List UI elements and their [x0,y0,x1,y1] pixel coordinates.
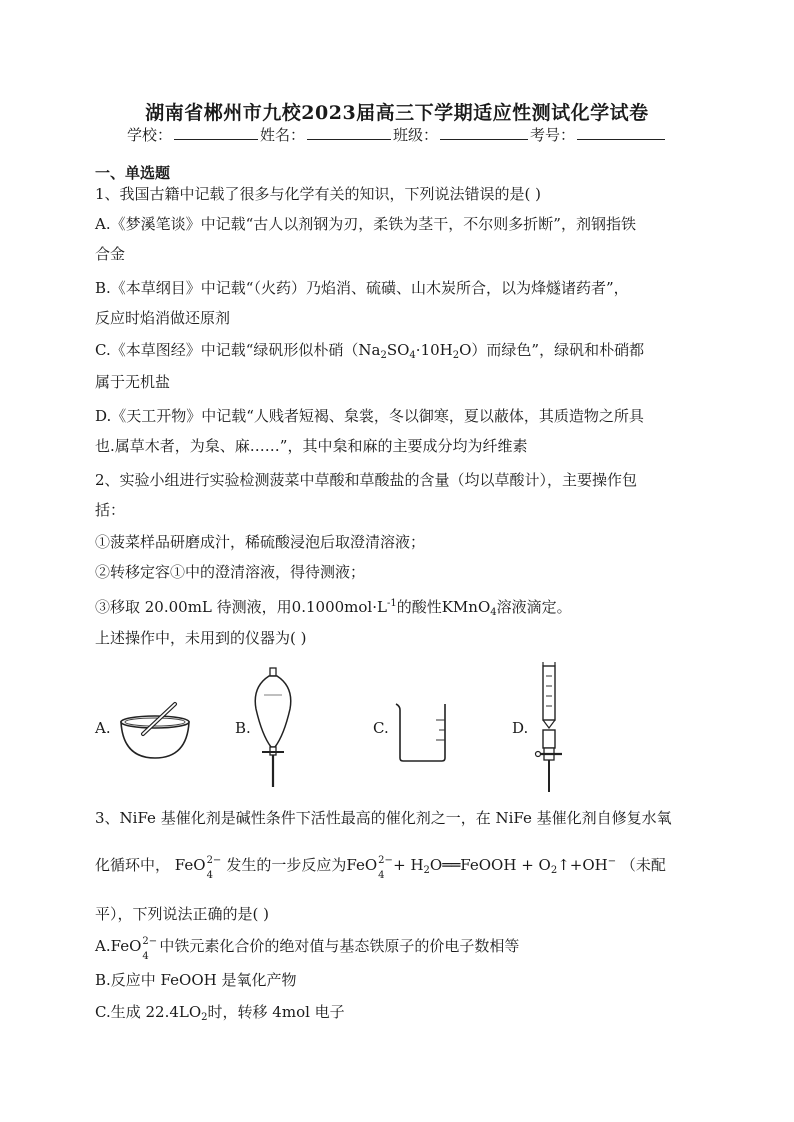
concentration: 0.1000mol·L [291,598,387,616]
formula-kmno4: KMnO [441,598,491,616]
f-sup: − [607,856,617,867]
formula-na2so4 [358,341,471,359]
q3-text: C.生成 22.4L [95,1003,189,1021]
q2-option-a-label[interactable]: A. [95,719,111,737]
q1-option-c-line1 [95,340,644,366]
q1-option-d-line2: 也.属草木者，为枲、麻……”，其中枲和麻的主要成分均为纤维素 [95,437,528,455]
q3-text: 发生的一步反应为 [226,856,347,874]
reaction-equation [346,855,617,881]
q3-stem-line2 [95,852,666,881]
q3-text: 中铁元素化合价的绝对值与基态铁原子的价电子数相等 [159,937,520,955]
f-part: + H [393,856,424,874]
q1-option-b-line1: B.《本草纲目》中记载“（火药）乃焰消、硫磺、山木炭所合，以为烽燧诸药者”， [95,279,629,297]
q1-option-a-line1: A.《梦溪笔谈》中记载“古人以剂钢为刃，柔铁为茎干，不尔则多折断”，剂钢指铁 [95,215,636,233]
f-sub: 4 [206,870,213,881]
q3-stem-line1: 3、NiFe 基催化剂是碱性条件下活性最高的催化剂之一，在 NiFe 基催化剂自修复水氧 [95,809,672,827]
f-sub: 2 [550,865,558,876]
q3-text: A. [95,937,111,955]
f-sub: 4 [142,951,149,962]
f-subsup [141,936,159,962]
f-part: +OH [569,856,608,874]
f-part: FeO [174,856,206,874]
school-blank[interactable] [174,124,258,140]
name-blank[interactable] [307,124,391,140]
burette-icon [530,662,570,796]
q2-step3-text: 的酸性 [396,598,442,616]
q3-option-b: B.反应中 FeOOH 是氧化产物 [95,971,297,989]
f-part: SO [386,341,410,359]
q1-c-text: C.《本草图经》中记载“绿矾形似朴硝（ [95,341,359,359]
f-part: O [459,341,472,359]
f-sup: 2− [206,855,222,866]
q2-step3-text: 溶液滴定。 [496,598,572,616]
q2-option-b-label[interactable]: B. [235,719,251,737]
q2-step1: ①菠菜样品研磨成汁，稀硫酸浸泡后取澄清溶液； [95,533,426,551]
name-label: 姓名： [259,126,305,144]
q1-stem: 1、我国古籍中记载了很多与化学有关的知识，下列说法错误的是( ) [95,185,542,203]
q3-text: 时，转移 4mol 电子 [207,1003,345,1021]
q3-option-a [95,936,520,962]
f-sub: 2 [452,350,460,361]
q2-stem-line1: 2、实验小组进行实验检测菠菜中草酸和草酸盐的含量（均以草酸计），主要操作包 [95,471,638,489]
q3-text: （未配 [620,856,666,874]
up-arrow-icon: ↑ [557,856,570,874]
f-part: FeOOH + O [460,856,551,874]
q1-option-b-line2: 反应时焰消做还原剂 [95,309,231,327]
q2-option-c-label[interactable]: C. [373,719,389,737]
f-part: FeO [110,937,142,955]
q1-c-text: ）而绿色”，绿矾和朴硝都 [471,341,645,359]
formula-feo4 [174,855,222,881]
q2-step3-text: ③移取 20.00mL 待测液，用 [95,598,292,616]
f-subsup [206,855,222,881]
q1-option-c-line2: 属于无机盐 [95,373,171,391]
exam-number-label: 考号： [530,126,576,144]
f-sup: -1 [386,598,397,609]
q1-option-a-line2: 合金 [95,245,126,263]
formula-feo4 [110,936,160,962]
f-sub: 2 [380,350,387,361]
separatory-funnel-icon [250,665,298,790]
f-sup: 2− [142,936,158,947]
f-sub: 4 [409,350,416,361]
beaker-icon [392,700,452,764]
equals-sign: ══ [442,856,461,874]
section-title: 一、单选题 [95,164,171,182]
f-sub: 4 [490,607,497,618]
class-label: 班级： [393,126,439,144]
f-part: FeO [346,856,378,874]
q3-stem-line3: 平），下列说法正确的是( ) [95,905,269,923]
school-label: 学校： [126,126,172,144]
q1-option-d-line1: D.《天工开物》中记载“人贱者短褐、枲裳，冬以御寒，夏以蔽体，其质造物之所具 [95,407,644,425]
f-sup: 2− [378,855,393,866]
q2-step2: ②转移定容①中的澄清溶液，得待测液； [95,563,366,581]
f-part: O [188,1003,202,1021]
q2-step3 [95,594,572,623]
q2-stem-line2: 括： [95,501,126,519]
exam-number-blank[interactable] [577,124,665,140]
f-part: ·10H [415,341,453,359]
f-subsup [377,855,393,881]
f-sub: 2 [201,1012,208,1023]
mortar-and-pestle-icon [115,700,195,762]
q3-option-c [95,1002,345,1028]
class-blank[interactable] [440,124,528,140]
q2-option-d-label[interactable]: D. [512,719,529,737]
q2-question: 上述操作中，未用到的仪器为( ) [95,629,307,647]
student-info-line [0,124,794,145]
f-sub: 2 [423,865,430,876]
f-part: O [429,856,443,874]
page-title: 湖南省郴州市九校2023届高三下学期适应性测试化学试卷 [145,102,649,124]
q3-text: 化循环中， [95,856,171,874]
f-sub: 4 [378,870,385,881]
f-part: Na [358,341,381,359]
